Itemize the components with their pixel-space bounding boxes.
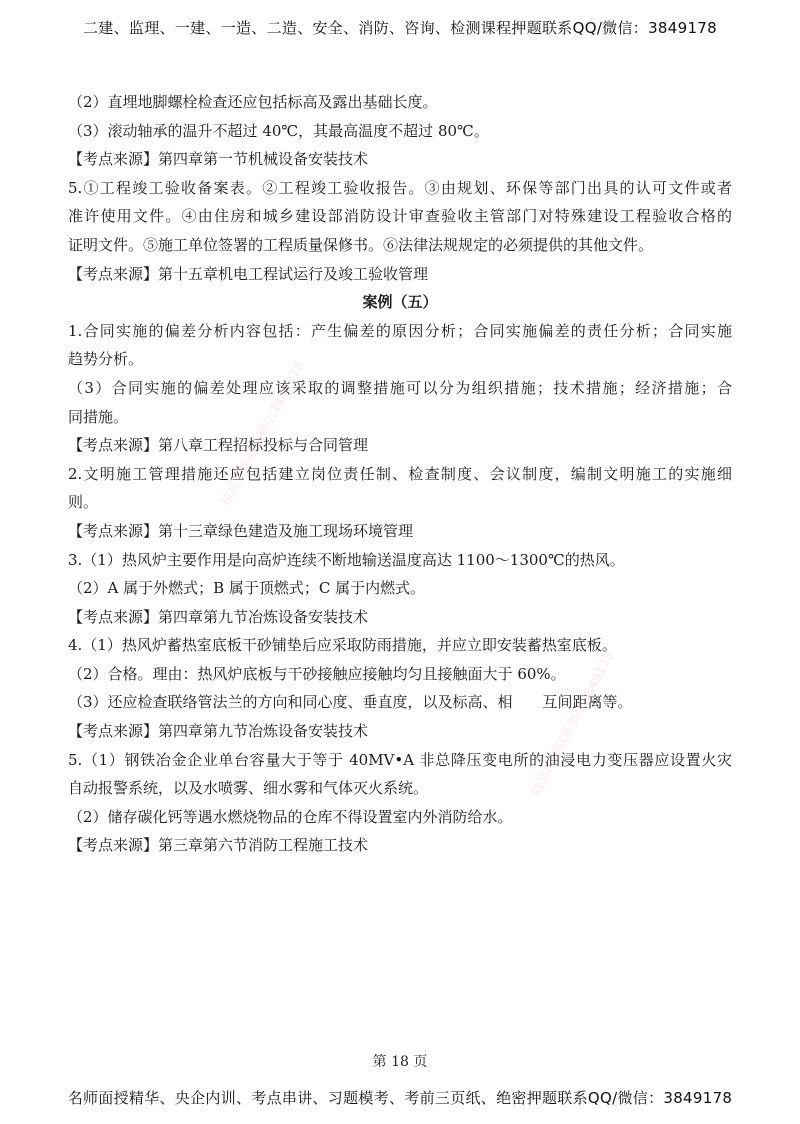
- document-body: [68, 88, 732, 860]
- page-footer: 名师面授精华、央企内训、考点串讲、习题模考、考前三页纸、绝密押题联系QQ/微信：3849178: [67, 1089, 733, 1107]
- text-line: 5.（1）钢铁冶金企业单台容量大于等于 40MV•A 非总降压变电所的油浸电力变压器应设置火灾: [68, 750, 732, 769]
- text-line: （2）A 属于外燃式；B 属于顶燃式；C 属于内燃式。: [68, 579, 426, 598]
- source-note: 【考点来源】第四章第九节冶炼设备安装技术: [68, 607, 369, 626]
- source-note: 【考点来源】第三章第六节消防工程施工技术: [68, 836, 369, 855]
- text-line: （2）合格。理由：热风炉底板与干砂接触应接触均匀且接触面大于 60%。: [68, 664, 566, 683]
- page-number: 第 18 页: [372, 1054, 428, 1070]
- source-note: 【考点来源】第八章工程招标投标与合同管理: [68, 436, 369, 455]
- text-line: 自动报警系统，以及水喷雾、细水雾和气体灭火系统。: [68, 779, 429, 798]
- source-note: 【考点来源】第十三章绿色建造及施工现场环境管理: [68, 521, 414, 540]
- text-line: （2）储存碳化钙等遇水燃烧物品的仓库不得设置室内外消防给水。: [68, 807, 513, 826]
- text-line: 4.（1）热风炉蓄热室底板干砂铺垫后应采取防雨措施，并应立即安装蓄热室底板。: [68, 636, 617, 655]
- section-heading: 案例（五）: [362, 293, 438, 312]
- watermark: 精品押题联系微信3849178: [528, 648, 618, 799]
- text-line: 2.文明施工管理措施还应包括建立岗位责任制、检查制度、会议制度，编制文明施工的实施细: [68, 464, 732, 483]
- text-line: 1.合同实施的偏差分析内容包括：产生偏差的原因分析；合同实施偏差的责任分析；合同实施: [68, 321, 732, 340]
- text-line: 证明文件。⑤施工单位签署的工程质量保修书。⑥法律法规规定的必须提供的其他文件。: [68, 235, 654, 254]
- text-line: 准许使用文件。④由住房和城乡建设部消防设计审查验收主管部门对特殊建设工程验收合格的: [68, 207, 732, 226]
- page-header: 二建、监理、一建、一造、二造、安全、消防、咨询、检测课程押题联系QQ/微信：3849178: [83, 19, 717, 37]
- source-note: 【考点来源】第四章第一节机械设备安装技术: [68, 150, 369, 169]
- source-note: 【考点来源】第十五章机电工程试运行及竣工验收管理: [68, 264, 429, 283]
- text-line: （2）直埋地脚螺栓检查还应包括标高及露出基础长度。: [68, 93, 438, 111]
- text-line: 5.①工程竣工验收备案表。②工程竣工验收报告。③由规划、环保等部门出具的认可文件或者: [68, 178, 732, 197]
- text-line: 3.（1）热风炉主要作用是向高炉连续不断地输送温度高达 1100～1300℃的热风。: [68, 550, 625, 569]
- source-note: 【考点来源】第四章第九节冶炼设备安装技术: [68, 722, 369, 741]
- text-line: 趋势分析。: [68, 350, 144, 369]
- text-line: 则。: [68, 493, 99, 512]
- text-line: （3）滚动轴承的温升不超过 40℃，其最高温度不超过 80℃。: [68, 121, 489, 140]
- watermark: 精品押题联系微信3849178: [218, 358, 308, 509]
- text-line: （3）合同实施的偏差处理应该采取的调整措施可以分为组织措施；技术措施；经济措施；合: [68, 378, 732, 397]
- text-line: 同措施。: [68, 407, 129, 426]
- text-line: （3）还应检查联络管法兰的方向和同心度、垂直度，以及标高、相 互间距离等。: [68, 693, 633, 712]
